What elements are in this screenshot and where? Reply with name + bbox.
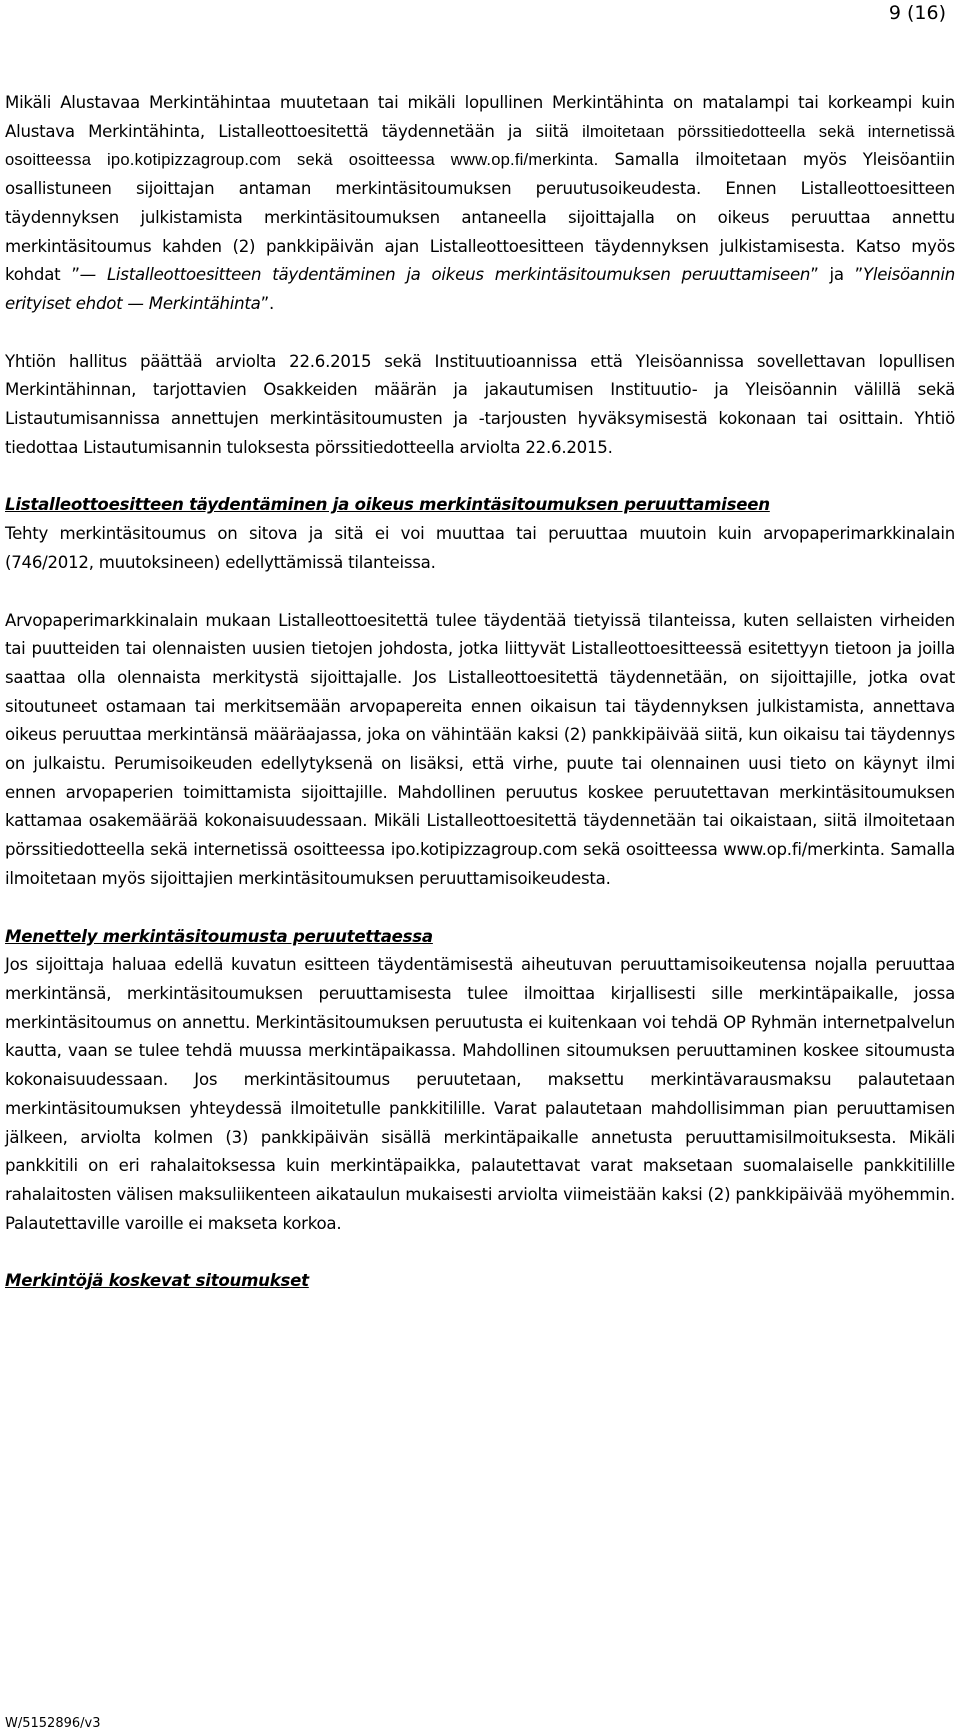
paragraph-price-change-part-5: ”. <box>260 293 274 313</box>
section-heading-withdrawal-procedure: Menettely merkintäsitoumusta peruutettaessa <box>5 926 433 946</box>
paragraph-gap <box>5 894 955 923</box>
paragraph-gap <box>5 319 955 348</box>
section-heading-supplement: Listalleottoesitteen täydentäminen ja oikeus merkintäsitoumuksen peruuttamiseen <box>5 495 770 515</box>
section-heading-commitments: Merkintöjä koskevat sitoumukset <box>5 1271 309 1291</box>
paragraph-price-change-part-2: ilmoitetaan pörssitiedotteella sekä internetissä osoitteessa ipo.kotipizzagroup.com sekä osoitteessa www.op.fi/merkinta. <box>5 121 955 170</box>
paragraph-price-change-part-3: Samalla ilmoitetaan myös Yleisöantiin osallistuneen sijoittajan antaman merkintäsitoumuksen peruutusoikeudesta. Ennen Listalleottoesitteen täydennyksen julkistamista merkintäsitoumuksen antaneella sijoittajalla on oikeus peruuttaa annettu merkintäsitoumus kahden (2) pankkipäivän ajan Listalleottoesitteen täydennyksen julkistamisesta. Katso myös kohdat ” <box>5 150 955 285</box>
paragraph-price-change <box>5 89 955 319</box>
paragraph-board-decision: Yhtiön hallitus päättää arviolta 22.6.2015 sekä Instituutioannissa että Yleisöannissa sovellettavan lopullisen Merkintähinnan, tarjottavien Osakkeiden määrän ja jakautumisen Instituutio- ja Yleisöannin välillä sekä Listautumisannissa annettujen merkintäsitoumusten ja -tarjousten hyväksymisestä kokonaan tai osittain. Yhtiö tiedottaa Listautumisannin tuloksesta pörssitiedotteella arviolta 22.6.2015. <box>5 351 955 457</box>
paragraph-gap <box>5 462 955 491</box>
paragraph-withdrawal-procedure: Jos sijoittaja haluaa edellä kuvatun esitteen täydentämisestä aiheutuvan peruuttamisoikeutensa nojalla peruuttaa merkintänsä, merkintäsitoumuksen peruuttamisesta tulee ilmoittaa kirjallisesti sille merkintäpaikalle, jossa merkintäsitoumus on annettu. Merkintäsitoumuksen peruutusta ei kuitenkaan voi tehdä OP Ryhmän internetpalvelun kautta, vaan se tulee tehdä muussa merkintäpaikassa. Mahdollinen sitoumuksen peruuttaminen koskee sitoumusta kokonaisuudessaan. Jos merkintäsitoumus peruutetaan, maksettu merkintävarausmaksu palautetaan merkintäsitoumuksen yhteydessä ilmoitetulle pankkitilille. Varat palautetaan mahdollisimman pian peruuttamisen jälkeen, arviolta kolmen (3) pankkipäivän sisällä merkintäpaikalle annetusta peruuttamisilmoituksesta. Mikäli pankkitili on eri rahalaitoksessa kuin merkintäpaikka, palautettavat varat maksetaan suomalaiselle pankkitilille rahalaitosten välisen maksuliikenteen aikataulun mukaisesti arviolta viimeistään kaksi (2) pankkipäivää myöhemmin. Palautettaville varoille ei makseta korkoa. <box>5 955 955 1233</box>
section-reference-2: Yleisöannin erityiset ehdot — Merkintähinta <box>5 265 955 313</box>
paragraph-binding-commitment: Tehty merkintäsitoumus on sitova ja sitä ei voi muuttaa tai peruuttaa muutoin kuin arvopaperimarkkinalain (746/2012, muutoksineen) edellyttämissä tilanteissa. <box>5 524 955 572</box>
document-id-footer: W/5152896/v3 <box>5 1716 101 1731</box>
section-reference-1: — Listalleottoesitteen täydentäminen ja oikeus merkintäsitoumuksen peruuttamiseen <box>79 265 811 285</box>
paragraph-gap <box>5 1238 955 1267</box>
page-number: 9 (16) <box>888 2 946 24</box>
paragraph-price-change-part-1: Mikäli Alustavaa Merkintähintaa muutetaan tai mikäli lopullinen Merkintähinta on matalampi tai korkeampi kuin Alustava Merkintähinta, Listalleottoesitettä täydennetään ja siitä <box>5 93 955 141</box>
paragraph-price-change-part-4: ” ja ” <box>810 265 864 285</box>
paragraph-securities-market-act: Arvopaperimarkkinalain mukaan Listalleottoesitettä tulee täydentää tietyissä tilanteissa, kuten sellaisten virheiden tai puutteiden tai olennaisten uusien tietojen johdosta, jotka liittyvät Listalleottoesitteessä esitettyyn tietoon ja joilla saattaa olla olennaista merkitystä sijoittajalle. Jos Listalleottoesitettä täydennetään, on sijoittajille, jotka ovat sitoutuneet ostamaan tai merkitsemään arvopapereita ennen oikaisun tai täydennyksen julkistamista, annettava oikeus peruuttaa merkintänsä määräajassa, joka on vähintään kaksi (2) pankkipäivää siitä, kun oikaisu tai täydennys on julkaistu. Perumisoikeuden edellytyksenä on lisäksi, että virhe, puute tai olennainen uusi tieto on käynyt ilmi ennen arvopaperien toimittamista sijoittajille. Mahdollinen peruutus koskee peruutettavan merkintäsitoumuksen kattamaa osakemäärää kokonaisuudessaan. Mikäli Listalleottoesitettä täydennetään tai oikaistaan, siitä ilmoitetaan pörssitiedotteella sekä internetissä osoitteessa ipo.kotipizzagroup.com sekä osoitteessa www.op.fi/merkinta. Samalla ilmoitetaan myös sijoittajien merkintäsitoumuksen peruuttamisoikeudesta. <box>5 610 955 888</box>
document-body <box>5 89 955 1296</box>
paragraph-gap <box>5 578 955 607</box>
